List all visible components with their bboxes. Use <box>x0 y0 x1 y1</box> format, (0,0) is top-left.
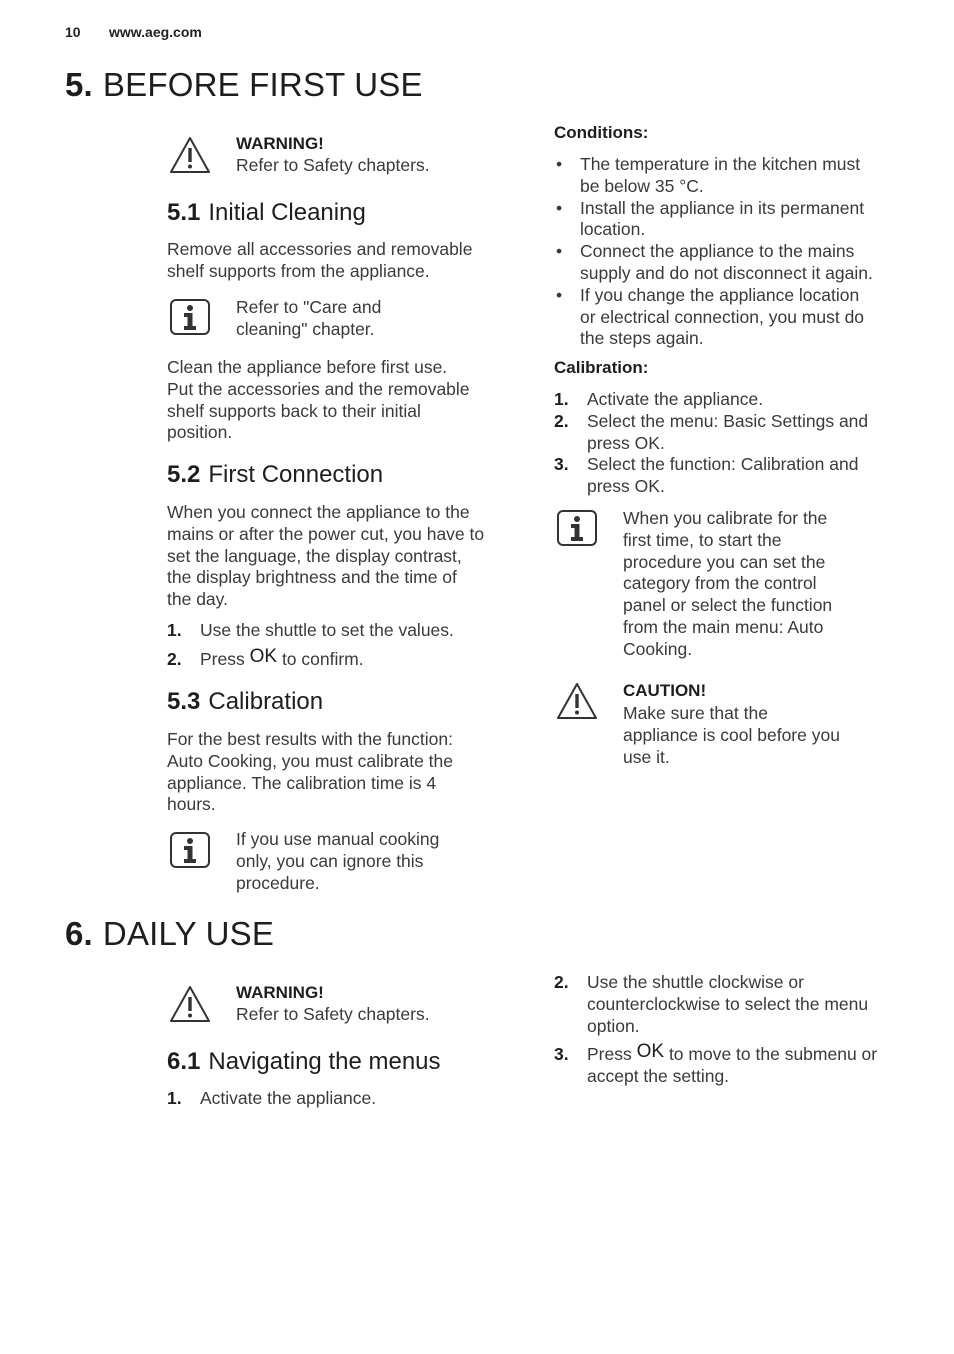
list-item <box>167 645 517 671</box>
list-item <box>554 972 924 1037</box>
warning-triangle-icon <box>169 985 211 1023</box>
navigating-steps-left <box>167 1088 517 1110</box>
warning-title: WARNING! <box>236 134 324 153</box>
section-5-1-title: Initial Cleaning <box>208 199 366 226</box>
text-line: Refer to "Care and <box>236 297 382 317</box>
calibration-paragraph <box>167 729 453 816</box>
list-item <box>554 198 924 242</box>
list-item <box>167 620 517 642</box>
ok-button-symbol: OK <box>636 1041 665 1063</box>
text-line: press OK. <box>587 432 665 453</box>
caution-text <box>623 703 840 768</box>
section-5-heading <box>65 66 423 104</box>
text-line: For the best results with the function: <box>167 729 453 749</box>
step-number: 2. <box>167 648 182 669</box>
text-line: cleaning" chapter. <box>236 318 375 339</box>
text-line: shelf supports back to their initial <box>167 400 421 421</box>
text-line: Make sure that the <box>623 703 768 723</box>
text-line: Clean the appliance before first use. <box>167 357 448 377</box>
text-line: set the language, the display contrast, <box>167 545 462 566</box>
first-connection-paragraph <box>167 502 484 611</box>
text-line <box>587 1041 924 1066</box>
step-text: Activate the appliance. <box>200 1088 377 1108</box>
step-number: 2. <box>554 410 569 431</box>
text-line: If you use manual cooking <box>236 829 440 849</box>
initial-cleaning-paragraph-2 <box>167 357 470 444</box>
warning-triangle-icon <box>556 682 598 720</box>
step-number: 1. <box>167 620 182 640</box>
step-number: 1. <box>554 389 569 409</box>
text-line: procedure you can set the <box>623 551 826 572</box>
text-line: category from the control <box>623 573 817 594</box>
text-line: the day. <box>167 589 228 610</box>
list-item <box>554 389 924 411</box>
section-5-2-heading <box>167 461 383 489</box>
text-line: Auto Cooking, you must calibrate the <box>167 750 453 771</box>
section-6-heading <box>65 915 274 953</box>
section-5-1-heading <box>167 199 366 227</box>
conditions-label: Conditions: <box>554 123 649 142</box>
step-number: 3. <box>554 1044 569 1065</box>
text-line: appliance. The calibration time is 4 <box>167 772 437 793</box>
list-item <box>554 1041 924 1088</box>
text-line: Select the menu: Basic Settings and <box>587 410 869 431</box>
first-connection-steps <box>167 620 517 671</box>
list-item <box>554 154 924 198</box>
warning-triangle-icon <box>169 136 211 174</box>
step-text: Press <box>200 648 245 669</box>
step-text: to move to the submenu or <box>668 1044 878 1065</box>
initial-cleaning-paragraph-1 <box>167 239 472 283</box>
section-6-1-title: Navigating the menus <box>208 1048 441 1075</box>
step-text: to confirm. <box>281 648 364 669</box>
info-icon <box>557 510 597 546</box>
text-line: option. <box>587 1015 640 1036</box>
step-text: Use the shuttle to set the values. <box>200 620 454 640</box>
text-line: Cooking. <box>623 638 693 659</box>
text-line: Put the accessories and the removable <box>167 378 470 399</box>
section-5-3-number: 5.3 <box>167 688 201 715</box>
list-item <box>554 285 924 350</box>
text-line: only, you can ignore this <box>236 850 424 871</box>
list-item <box>167 1088 517 1110</box>
text-line: counterclockwise to select the menu <box>587 993 869 1014</box>
text-line: Use the shuttle clockwise or <box>587 972 804 992</box>
text-line: position. <box>167 422 233 443</box>
text-line: appliance is cool before you <box>623 724 840 745</box>
warning-title: WARNING! <box>236 983 324 1002</box>
navigating-steps-right <box>554 972 924 1088</box>
text-line: supply and do not disconnect it again. <box>580 262 873 283</box>
text-line: hours. <box>167 794 216 815</box>
section-6-1-heading <box>167 1048 441 1076</box>
section-5-1-number: 5.1 <box>167 199 201 226</box>
page-number: 10 <box>65 24 81 40</box>
text-line: procedure. <box>236 872 320 893</box>
text-line: panel or select the function <box>623 595 833 616</box>
step-number: 2. <box>554 972 569 992</box>
info-care-cleaning <box>236 297 381 341</box>
bullet: • <box>556 241 563 262</box>
text-line: Connect the appliance to the mains <box>580 241 855 262</box>
list-item <box>554 454 924 498</box>
section-6-1-number: 6.1 <box>167 1048 201 1075</box>
text-line: Install the appliance in its permanent <box>580 197 865 218</box>
text-line: The temperature in the kitchen must <box>580 154 861 174</box>
text-line: the steps again. <box>580 328 704 349</box>
text-line: Remove all accessories and removable <box>167 239 473 259</box>
step-text: Press <box>587 1044 632 1065</box>
section-5-3-title: Calibration <box>208 688 324 715</box>
text-line: from the main menu: Auto <box>623 616 824 637</box>
section-5-number: 5. <box>65 66 93 103</box>
caution-title: CAUTION! <box>623 681 707 700</box>
text-line: the display brightness and the time of <box>167 567 457 588</box>
section-5-2-number: 5.2 <box>167 461 201 488</box>
warning-text: Refer to Safety chapters. <box>236 1004 430 1024</box>
section-6-title: DAILY USE <box>102 915 275 952</box>
text-line: location. <box>580 219 646 240</box>
text-line: or electrical connection, you must do <box>580 306 865 327</box>
info-icon <box>170 299 210 335</box>
section-5-2-title: First Connection <box>208 461 384 488</box>
text-line: use it. <box>623 746 670 767</box>
step-number: 3. <box>554 454 569 475</box>
section-5-title: BEFORE FIRST USE <box>102 66 423 103</box>
text-line: be below 35 °C. <box>580 175 704 196</box>
text-line: first time, to start the <box>623 529 782 550</box>
text-line: mains or after the power cut, you have to <box>167 523 485 544</box>
conditions-list <box>554 154 924 350</box>
text-line: When you calibrate for the <box>623 508 828 528</box>
bullet: • <box>556 284 563 305</box>
text-line: shelf supports from the appliance. <box>167 260 430 281</box>
info-manual-cooking <box>236 829 439 894</box>
bullet: • <box>556 154 563 174</box>
step-number: 1. <box>167 1088 182 1108</box>
text-line: When you connect the appliance to the <box>167 502 470 522</box>
info-calibrate-first-time <box>623 508 832 661</box>
list-item <box>554 411 924 455</box>
bullet: • <box>556 197 563 218</box>
text-line: If you change the appliance location <box>580 284 860 305</box>
section-5-3-heading <box>167 688 323 716</box>
ok-button-symbol: OK <box>249 645 278 667</box>
text-line: accept the setting. <box>587 1066 730 1087</box>
section-6-number: 6. <box>65 915 93 952</box>
calibration-steps <box>554 389 924 498</box>
step-text: Activate the appliance. <box>587 389 764 409</box>
calibration-label: Calibration: <box>554 358 649 377</box>
info-icon <box>170 832 210 868</box>
warning-text: Refer to Safety chapters. <box>236 155 430 175</box>
text-line: press OK. <box>587 476 665 497</box>
list-item <box>554 241 924 285</box>
text-line: Select the function: Calibration and <box>587 454 859 475</box>
website-url: www.aeg.com <box>109 24 202 40</box>
